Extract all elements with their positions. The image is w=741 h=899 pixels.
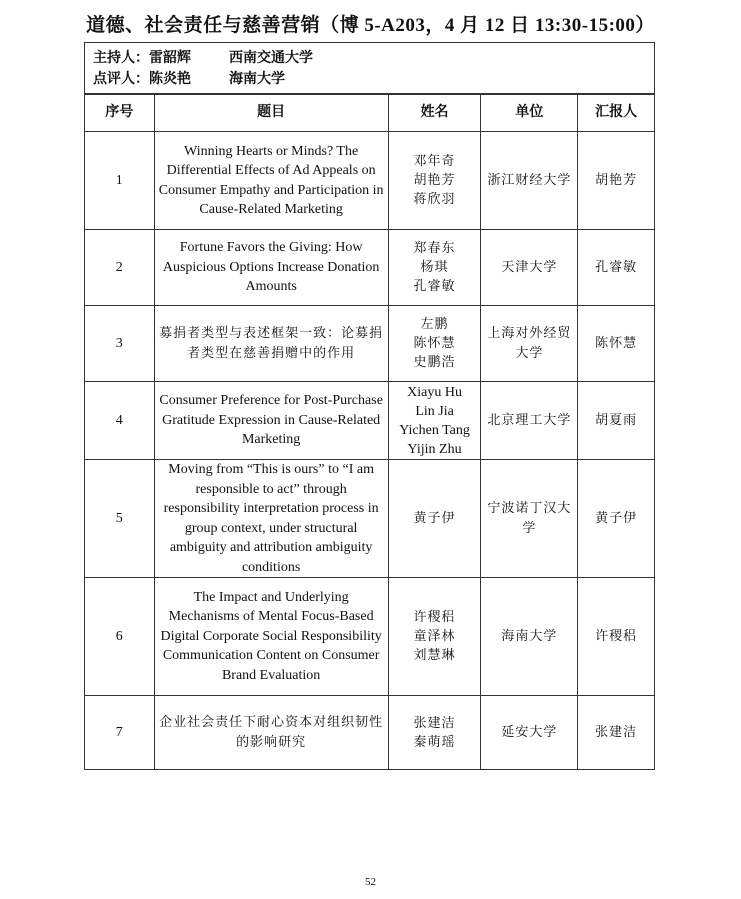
row-no: 4 [85,382,155,460]
host-org: 西南交通大学 [229,50,313,66]
row-reporter: 黄子伊 [578,460,655,578]
row-reporter: 胡夏雨 [578,382,655,460]
row-names [388,132,481,230]
row-names [388,230,481,306]
row-org: 天津大学 [481,230,578,306]
row-org: 浙江财经大学 [481,132,578,230]
header-reporter: 汇报人 [578,95,655,132]
author-name: 刘慧琳 [413,648,456,663]
row-names [388,696,481,770]
row-no: 5 [85,460,155,578]
row-reporter: 许稷稆 [578,578,655,696]
row-title: Consumer Preference for Post-Purchase Gratitude Expression in Cause-Related Marketing [154,382,388,460]
header-names: 姓名 [388,95,481,132]
reviewer-row [93,69,654,90]
row-org: 延安大学 [481,696,578,770]
author-name: 杨琪 [420,260,449,275]
row-no: 7 [85,696,155,770]
author-name: 蒋欣羽 [413,192,456,207]
page-number: 52 [365,876,376,888]
row-title: 企业社会责任下耐心资本对组织韧性的影响研究 [154,696,388,770]
row-names [388,306,481,382]
row-org: 上海对外经贸大学 [481,306,578,382]
host-row [93,48,654,69]
row-reporter: 陈怀慧 [578,306,655,382]
author-name: 左鹏 [420,317,449,332]
author-name: Lin Jia [415,403,454,419]
header-title: 题目 [154,95,388,132]
author-name: 黄子伊 [413,511,456,526]
author-name: 郑春东 [413,241,456,256]
row-org: 北京理工大学 [481,382,578,460]
author-name: 张建洁 [413,715,456,731]
table-header-row [85,95,655,132]
row-title: The Impact and Underlying Mechanisms of Mental Focus-Based Digital Corporate Social Responsibility Communication Content on Consumer Brand Evaluation [154,578,388,696]
row-org: 海南大学 [481,578,578,696]
author-name: 陈怀慧 [413,336,456,351]
row-names [388,578,481,696]
row-reporter: 孔睿敏 [578,230,655,306]
row-no: 1 [85,132,155,230]
author-name: 邓年奇 [413,154,456,169]
author-name: 胡艳芳 [413,173,456,188]
row-org: 宁波诺丁汉大学 [481,460,578,578]
table-row [85,132,655,230]
reviewer-label: 点评人：陈炎艳 [93,71,191,87]
row-no: 6 [85,578,155,696]
table-row [85,382,655,460]
author-name: 童泽林 [413,629,456,644]
reviewer-org: 海南大学 [229,71,285,87]
table-row [85,306,655,382]
author-name: Yijin Zhu [407,441,462,457]
table-row [85,696,655,770]
row-title: Winning Hearts or Minds? The Differential Effects of Ad Appeals on Consumer Empathy and Participation in Cause-Related Marketing [154,132,388,230]
row-title: 募捐者类型与表述框架一致：论募捐者类型在慈善捐赠中的作用 [154,306,388,382]
author-name: Xiayu Hu [407,384,462,400]
header-no: 序号 [85,95,155,132]
author-name: Yichen Tang [399,422,470,438]
row-reporter: 张建洁 [578,696,655,770]
chair-box [84,42,655,94]
author-name: 秦萌瑶 [413,734,456,750]
row-reporter: 胡艳芳 [578,132,655,230]
row-names [388,382,481,460]
schedule-table [84,94,655,770]
session-title: 道德、社会责任与慈善营销（博 5-A203，4 月 12 日 13:30-15:00） [86,15,655,36]
host-label: 主持人：雷韶辉 [93,50,191,66]
author-name: 史鹏浩 [413,355,456,370]
author-name: 孔睿敏 [413,279,456,294]
row-no: 2 [85,230,155,306]
row-no: 3 [85,306,155,382]
row-title: Moving from “This is ours” to “I am responsible to act” through responsibility interpretation process in group context, under structural ambiguity and attribution ambiguity conditions [154,460,388,578]
author-name: 许稷稆 [413,610,456,625]
table-row [85,230,655,306]
header-org: 单位 [481,95,578,132]
table-row [85,578,655,696]
row-names [388,460,481,578]
table-row [85,460,655,578]
row-title: Fortune Favors the Giving: How Auspicious Options Increase Donation Amounts [154,230,388,306]
